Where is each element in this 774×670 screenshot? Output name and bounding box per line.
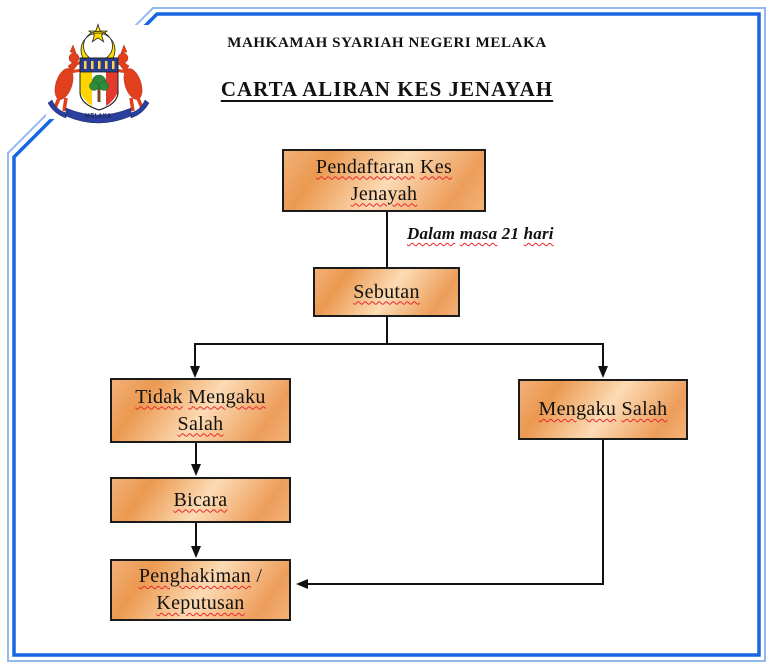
box-line — [539, 396, 668, 423]
box-line — [351, 181, 418, 208]
crest-motto-text: MELAKA — [85, 113, 112, 120]
flow-box-tidak-mengaku-salah — [110, 378, 291, 443]
box-word: / — [256, 565, 263, 587]
arrowhead-to-bicara — [191, 464, 201, 476]
box-word: Keputusan — [156, 592, 245, 614]
box-line — [139, 563, 262, 590]
box-line — [156, 590, 244, 617]
flow-box-sebutan — [313, 267, 460, 317]
box-word: Salah — [621, 398, 668, 420]
box-word: Pendaftaran — [315, 155, 415, 178]
box-word: Penghakiman — [138, 565, 251, 587]
arrowhead-to-penghakiman-top — [191, 546, 201, 558]
box-word: Sebutan — [353, 280, 420, 303]
flow-box-penghakiman-keputusan — [110, 559, 291, 621]
page-title — [0, 77, 774, 102]
box-word: Tidak — [135, 385, 183, 408]
box-line — [353, 279, 420, 306]
box-line — [174, 487, 228, 514]
edge-label-word: 21 — [501, 224, 520, 243]
edge-label-word: masa — [459, 224, 498, 243]
page-title-text: CARTA ALIRAN KES JENAYAH — [220, 77, 554, 101]
edge-label-word: Dalam — [407, 224, 456, 243]
box-line — [135, 384, 265, 411]
org-title — [0, 35, 774, 52]
box-word: Mengaku — [538, 398, 617, 420]
box-word: Kes — [420, 155, 453, 178]
arrowhead-to-penghakiman-right — [296, 579, 308, 589]
box-word: Jenayah — [350, 182, 418, 205]
arrowhead-to-tidakmengaku — [190, 366, 200, 378]
flow-box-pendaftaran-kes-jenayah — [282, 149, 486, 212]
arrowhead-to-mengaku — [598, 366, 608, 378]
box-line — [178, 411, 224, 438]
flow-box-mengaku-salah — [518, 379, 688, 440]
box-word: Bicara — [173, 488, 228, 511]
box-word: Mengaku — [188, 385, 266, 408]
flow-box-bicara — [110, 477, 291, 523]
box-line — [316, 154, 452, 181]
box-word: Salah — [177, 412, 224, 435]
edge-label-dalam-masa-21-hari — [407, 224, 554, 244]
edge-label-word: hari — [523, 224, 554, 243]
org-title-text: MAHKAMAH SYARIAH NEGERI MELAKA — [227, 35, 547, 51]
